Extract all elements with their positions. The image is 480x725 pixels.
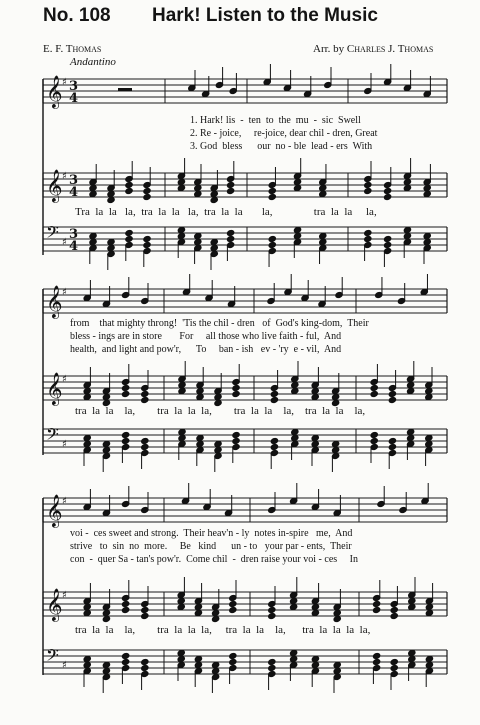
note-head xyxy=(102,393,110,400)
note-head xyxy=(229,606,237,613)
note-head xyxy=(178,387,186,394)
note-head xyxy=(177,232,185,239)
note-head xyxy=(425,603,433,610)
note-head xyxy=(214,446,222,453)
note-head xyxy=(229,652,237,659)
note-head xyxy=(293,232,301,239)
sharp-icon: ♯ xyxy=(62,374,67,385)
verse-line: health, and light and pow'r, To ban - ish ev - 'ry e - vil, And xyxy=(70,344,342,355)
time-signature-top: 3 xyxy=(69,173,79,188)
treble-clef-icon: 𝄞 xyxy=(46,494,63,527)
note-head xyxy=(425,440,433,447)
note-head xyxy=(102,609,110,616)
note-head xyxy=(311,661,319,668)
time-signature-bottom: 4 xyxy=(69,185,79,200)
note-head xyxy=(122,390,130,397)
note-head xyxy=(364,181,372,188)
note-head xyxy=(143,235,151,242)
note-head xyxy=(423,232,431,239)
note-head xyxy=(177,649,185,656)
note-head xyxy=(332,446,340,453)
note-head xyxy=(311,609,319,616)
note-head xyxy=(83,661,91,668)
note-head xyxy=(268,235,276,242)
note-head xyxy=(143,193,151,200)
verse-line: from that mighty throng! 'Tis the chil - dren of God's king-dom, Their xyxy=(70,318,369,329)
note-head xyxy=(102,446,110,453)
note-head xyxy=(232,390,240,397)
note-head xyxy=(384,235,392,242)
sharp-icon: ♯ xyxy=(62,77,67,88)
note-head xyxy=(177,597,185,604)
note-head xyxy=(122,431,130,438)
bass-clef-icon: 𝄢 xyxy=(46,645,59,669)
note-head xyxy=(364,187,372,194)
note-head xyxy=(407,387,415,394)
note-head xyxy=(143,187,151,194)
note-head xyxy=(388,390,396,397)
note-head xyxy=(210,190,218,197)
treble-clef-icon: 𝄞 xyxy=(46,75,63,108)
note-head xyxy=(268,187,276,194)
note-head xyxy=(370,437,378,444)
note-head xyxy=(122,658,130,665)
note-head xyxy=(403,178,411,185)
note-head xyxy=(332,393,340,400)
note-head xyxy=(229,600,237,607)
note-head xyxy=(196,440,204,447)
note-head xyxy=(89,232,97,239)
note-head xyxy=(407,428,415,435)
note-head xyxy=(364,229,372,236)
verse-line: 1. Hark! lis - ten to the mu - sic Swell xyxy=(190,115,361,126)
note-head xyxy=(89,238,97,245)
verse-line: voi - ces sweet and strong. Their heav'n - ly notes in-spire me, And xyxy=(70,528,353,539)
note-head xyxy=(311,603,319,610)
note-head xyxy=(141,612,149,619)
note-head xyxy=(425,655,433,662)
note-head xyxy=(177,603,185,610)
note-head xyxy=(333,667,341,674)
note-head xyxy=(370,431,378,438)
sharp-icon: ♯ xyxy=(62,237,67,248)
sharp-icon: ♯ xyxy=(62,660,67,671)
note-head xyxy=(141,437,149,444)
note-head xyxy=(83,393,91,400)
note-head xyxy=(423,184,431,191)
note-head xyxy=(384,241,392,248)
note-head xyxy=(332,440,340,447)
time-signature-top: 3 xyxy=(69,227,79,242)
note-head xyxy=(102,661,110,668)
note-head xyxy=(407,434,415,441)
note-head xyxy=(403,232,411,239)
note-head xyxy=(125,187,133,194)
time-signature-bottom: 4 xyxy=(69,239,79,254)
note-head xyxy=(333,609,341,616)
verse-line: strive to sin no more. Be kind un - to your par - ents, Their xyxy=(70,541,352,552)
note-head xyxy=(141,658,149,665)
note-head xyxy=(212,661,220,668)
tempo-marking: Andantino xyxy=(70,56,116,68)
hymn-number: No. 108 xyxy=(43,5,111,26)
note-head xyxy=(293,178,301,185)
note-head xyxy=(229,658,237,665)
note-head xyxy=(373,658,381,665)
verse-line: bless - ings are in store For all those who live faith - ful, And xyxy=(70,331,342,342)
note-head xyxy=(210,244,218,251)
note-head xyxy=(290,597,298,604)
arranger-prefix: Arr. by xyxy=(313,43,347,55)
note-head xyxy=(388,396,396,403)
note-head xyxy=(107,238,115,245)
note-head xyxy=(125,229,133,236)
note-head xyxy=(268,241,276,248)
note-head xyxy=(210,196,218,203)
note-head xyxy=(83,387,91,394)
note-head xyxy=(319,190,327,197)
note-head xyxy=(290,649,298,656)
hymn-title: Hark! Listen to the Music xyxy=(152,5,378,26)
verse-line: 2. Re - joice, re-joice, dear chil - dren, Great xyxy=(190,128,378,139)
note-head xyxy=(232,384,240,391)
note-head xyxy=(403,226,411,233)
note-head xyxy=(291,381,299,388)
note-head xyxy=(333,661,341,668)
sharp-icon: ♯ xyxy=(62,171,67,182)
note-head xyxy=(214,393,222,400)
note-head xyxy=(89,184,97,191)
treble-clef-icon: 𝄞 xyxy=(46,169,63,202)
note-head xyxy=(270,437,278,444)
note-head xyxy=(364,235,372,242)
note-head xyxy=(390,606,398,613)
note-head xyxy=(102,667,110,674)
verse-line: 3. God bless our no - ble lead - ers With xyxy=(190,141,373,152)
note-head xyxy=(122,437,130,444)
note-head xyxy=(425,434,433,441)
note-head xyxy=(373,652,381,659)
note-head xyxy=(373,606,381,613)
note-head xyxy=(293,184,301,191)
note-head xyxy=(141,443,149,450)
note-head xyxy=(268,606,276,613)
refrain-line: tra la la la, tra la la la, tra la la la, tra la la la la, xyxy=(75,624,371,636)
note-head xyxy=(141,390,149,397)
note-head xyxy=(319,238,327,245)
note-head xyxy=(290,655,298,662)
note-head xyxy=(290,603,298,610)
note-head xyxy=(270,443,278,450)
note-head xyxy=(122,384,130,391)
note-head xyxy=(143,241,151,248)
note-head xyxy=(212,609,220,616)
sharp-icon: ♯ xyxy=(62,496,67,507)
note-head xyxy=(177,226,185,233)
note-head xyxy=(102,440,110,447)
note-head xyxy=(102,615,110,622)
refrain-line: tra la la la, tra la la la, tra la la la, tra la la la, xyxy=(75,405,366,417)
note-head xyxy=(291,434,299,441)
time-signature-bottom: 4 xyxy=(69,91,79,106)
note-head xyxy=(107,190,115,197)
note-head xyxy=(107,244,115,251)
note-head xyxy=(122,600,130,607)
note-head xyxy=(178,428,186,435)
note-head xyxy=(122,606,130,613)
note-head xyxy=(227,235,235,242)
note-head xyxy=(83,440,91,447)
composer-credit: E. F. Thomas xyxy=(43,43,102,55)
note-head xyxy=(384,187,392,194)
time-signature-top: 3 xyxy=(69,79,79,94)
note-head xyxy=(311,387,319,394)
sharp-icon: ♯ xyxy=(62,439,67,450)
note-head xyxy=(291,387,299,394)
note-head xyxy=(370,390,378,397)
bass-clef-icon: 𝄢 xyxy=(46,424,59,448)
note-head xyxy=(319,232,327,239)
note-head xyxy=(390,612,398,619)
note-head xyxy=(141,396,149,403)
note-head xyxy=(83,603,91,610)
note-head xyxy=(384,193,392,200)
note-head xyxy=(141,606,149,613)
note-head xyxy=(194,655,202,662)
verse-line: con - quer Sa - tan's pow'r. Come chil - dren raise your voi - ces In xyxy=(70,554,358,565)
note-head xyxy=(227,229,235,236)
note-head xyxy=(311,655,319,662)
note-head xyxy=(196,387,204,394)
note-head xyxy=(141,664,149,671)
note-head xyxy=(178,381,186,388)
treble-clef-icon: 𝄞 xyxy=(46,285,63,318)
note-head xyxy=(423,238,431,245)
treble-clef-icon: 𝄞 xyxy=(46,588,63,621)
note-head xyxy=(293,226,301,233)
note-head xyxy=(291,428,299,435)
note-head xyxy=(268,664,276,671)
note-head xyxy=(212,667,220,674)
note-head xyxy=(212,615,220,622)
note-head xyxy=(425,661,433,668)
note-head xyxy=(333,615,341,622)
note-head xyxy=(311,393,319,400)
note-head xyxy=(423,190,431,197)
note-head xyxy=(83,434,91,441)
note-head xyxy=(210,238,218,245)
note-head xyxy=(83,609,91,616)
note-head xyxy=(194,190,202,197)
note-head xyxy=(194,238,202,245)
note-head xyxy=(194,603,202,610)
note-head xyxy=(388,437,396,444)
note-head xyxy=(373,600,381,607)
note-head xyxy=(425,609,433,616)
note-head xyxy=(268,612,276,619)
note-head xyxy=(125,235,133,242)
note-head xyxy=(403,184,411,191)
note-head xyxy=(196,434,204,441)
note-head xyxy=(370,384,378,391)
note-head xyxy=(425,387,433,394)
note-head xyxy=(232,437,240,444)
note-head xyxy=(311,434,319,441)
bass-clef-icon: 𝄢 xyxy=(46,222,59,246)
note-head xyxy=(425,393,433,400)
note-head xyxy=(89,190,97,197)
note-head xyxy=(408,655,416,662)
note-head xyxy=(408,603,416,610)
note-head xyxy=(194,232,202,239)
note-head xyxy=(194,661,202,668)
note-head xyxy=(196,393,204,400)
sharp-icon: ♯ xyxy=(62,590,67,601)
note-head xyxy=(177,178,185,185)
note-head xyxy=(227,181,235,188)
note-head xyxy=(178,434,186,441)
note-head xyxy=(107,196,115,203)
note-head xyxy=(311,440,319,447)
note-head xyxy=(270,390,278,397)
note-head xyxy=(83,655,91,662)
note-head xyxy=(227,187,235,194)
note-head xyxy=(194,184,202,191)
refrain-line: Tra la la la, tra la la la, tra la la la, tra la la la, xyxy=(75,206,377,218)
note-head xyxy=(177,184,185,191)
sharp-icon: ♯ xyxy=(62,287,67,298)
note-head xyxy=(194,609,202,616)
note-head xyxy=(268,193,276,200)
note-head xyxy=(122,652,130,659)
note-head xyxy=(125,181,133,188)
arranger-name: Charles J. Thomas xyxy=(346,43,434,55)
note-head xyxy=(408,649,416,656)
note-head xyxy=(390,664,398,671)
note-head xyxy=(407,381,415,388)
note-head xyxy=(268,658,276,665)
treble-clef-icon: 𝄞 xyxy=(46,372,63,405)
note-head xyxy=(232,431,240,438)
note-head xyxy=(408,597,416,604)
note-head xyxy=(177,655,185,662)
note-head xyxy=(270,396,278,403)
whole-rest-icon xyxy=(118,88,132,91)
note-head xyxy=(388,443,396,450)
note-head xyxy=(390,658,398,665)
note-head xyxy=(319,184,327,191)
note-head xyxy=(214,440,222,447)
